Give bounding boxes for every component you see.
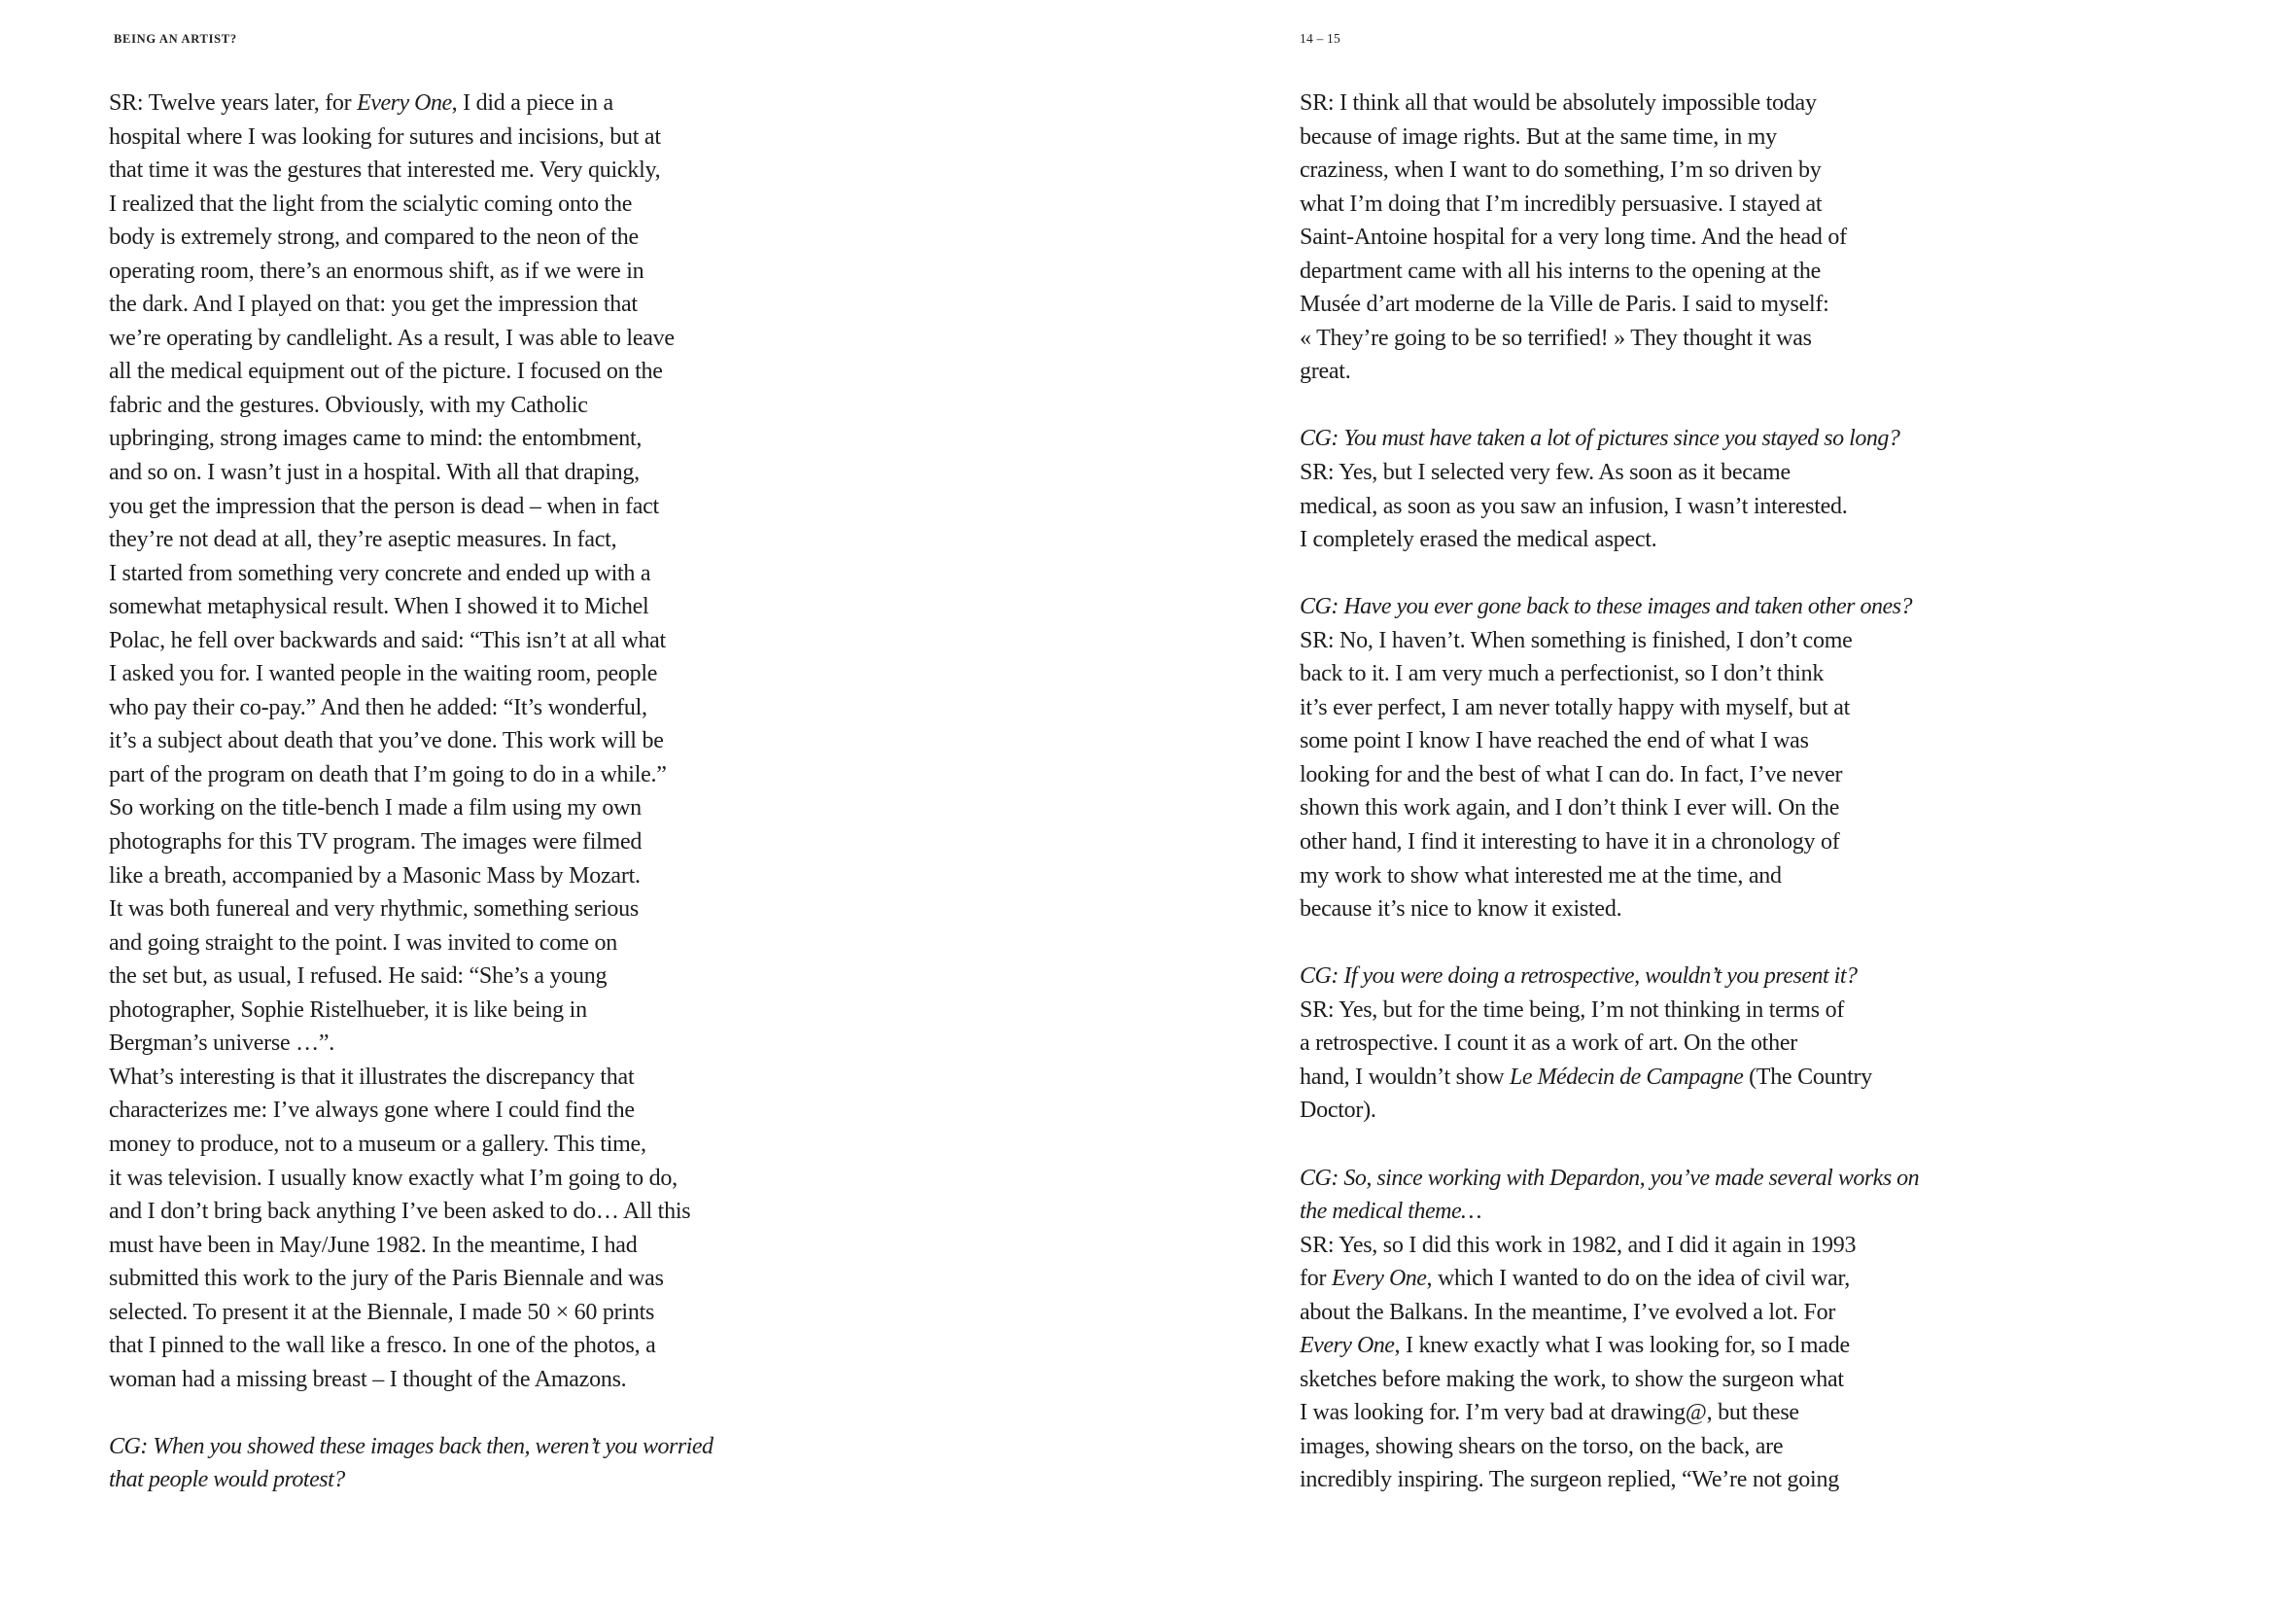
text-line: back to it. I am very much a perfectionist, so I don’t think	[1300, 661, 1825, 687]
text-line: CG: You must have taken a lot of pictures since you stayed so long?	[1300, 426, 1900, 452]
text-line: CG: If you were doing a retrospective, wouldn’t you present it?	[1300, 963, 1858, 990]
left-text-column	[109, 87, 877, 1497]
text-line: What’s interesting is that it illustrates the discrepancy that	[109, 1064, 635, 1090]
text-line: woman had a missing breast – I thought of the Amazons.	[109, 1366, 627, 1392]
text-line: shown this work again, and I don’t think I ever will. On the	[1300, 795, 1840, 821]
text-line: money to produce, not to a museum or a gallery. This time,	[109, 1131, 646, 1157]
text-line: and so on. I wasn’t just in a hospital. With all that draping,	[109, 460, 640, 486]
text-line: who pay their co-pay.” And then he added: “It’s wonderful,	[109, 694, 647, 720]
text-line: you get the impression that the person is dead – when in fact	[109, 493, 659, 519]
text-line: body is extremely strong, and compared to the neon of the	[109, 225, 639, 251]
text-line: the set but, as usual, I refused. He said: “She’s a young	[109, 963, 608, 990]
text-line: that people would protest?	[109, 1467, 345, 1493]
text-line: SR: Twelve years later, for Every One, I did a piece in a	[109, 90, 613, 116]
text-line: because of image rights. But at the same time, in my	[1300, 123, 1777, 150]
text-line: selected. To present it at the Biennale, I made 50 × 60 prints	[109, 1299, 655, 1325]
text-line: what I’m doing that I’m incredibly persuasive. I stayed at	[1300, 191, 1823, 217]
text-line: Saint-Antoine hospital for a very long time. And the head of	[1300, 225, 1847, 251]
text-line: SR: Yes, but for the time being, I’m not thinking in terms of	[1300, 996, 1845, 1023]
text-line: SR: I think all that would be absolutely impossible today	[1300, 90, 1817, 116]
text-line: SR: No, I haven’t. When something is finished, I don’t come	[1300, 627, 1853, 653]
text-line: it’s a subject about death that you’ve done. This work will be	[109, 728, 664, 754]
text-line: So working on the title-bench I made a film using my own	[109, 795, 642, 821]
text-line: Musée d’art moderne de la Ville de Paris. I said to myself:	[1300, 292, 1829, 318]
text-line: I completely erased the medical aspect.	[1300, 527, 1657, 553]
text-line: submitted this work to the jury of the Paris Biennale and was	[109, 1266, 664, 1292]
text-line: other hand, I find it interesting to have it in a chronology of	[1300, 829, 1840, 856]
text-line: all the medical equipment out of the picture. I focused on the	[109, 359, 663, 385]
text-line: for Every One, which I wanted to do on the idea of civil war,	[1300, 1266, 1851, 1292]
text-line: that I pinned to the wall like a fresco. In one of the photos, a	[109, 1333, 656, 1359]
text-line: somewhat metaphysical result. When I showed it to Michel	[109, 594, 649, 620]
text-line: fabric and the gestures. Obviously, with my Catholic	[109, 392, 588, 418]
text-line: we’re operating by candlelight. As a result, I was able to leave	[109, 325, 675, 351]
text-line: craziness, when I want to do something, I’m so driven by	[1300, 157, 1822, 184]
text-line: because it’s nice to know it existed.	[1300, 896, 1622, 923]
text-line: « They’re going to be so terrified! » They thought it was	[1300, 325, 1812, 351]
text-line: images, showing shears on the torso, on the back, are	[1300, 1433, 1784, 1459]
text-line: Bergman’s universe …”.	[109, 1031, 335, 1057]
text-line: it was television. I usually know exactly what I’m going to do,	[109, 1165, 678, 1191]
text-line: CG: So, since working with Depardon, you’ve made several works on	[1300, 1165, 1920, 1191]
text-line: some point I know I have reached the end of what I was	[1300, 728, 1809, 754]
text-line: I was looking for. I’m very bad at drawing@, but these	[1300, 1400, 1799, 1426]
text-line: and I don’t bring back anything I’ve been asked to do… All this	[109, 1199, 691, 1225]
right-text-column	[1300, 87, 2068, 1497]
text-line: I asked you for. I wanted people in the waiting room, people	[109, 661, 658, 687]
text-line: SR: Yes, but I selected very few. As soon as it became	[1300, 460, 1791, 486]
text-line: Polac, he fell over backwards and said: “This isn’t at all what	[109, 627, 666, 653]
text-line: photographs for this TV program. The images were filmed	[109, 829, 643, 856]
text-line: and going straight to the point. I was invited to come on	[109, 929, 617, 956]
text-line: I realized that the light from the scialytic coming onto the	[109, 191, 633, 217]
text-line: the medical theme…	[1300, 1199, 1481, 1225]
text-line: Every One, I knew exactly what I was looking for, so I made	[1300, 1333, 1850, 1359]
text-line: department came with all his interns to the opening at the	[1300, 258, 1822, 284]
text-line: looking for and the best of what I can do. In fact, I’ve never	[1300, 761, 1843, 787]
text-line: like a breath, accompanied by a Masonic Mass by Mozart.	[109, 862, 641, 889]
text-line: medical, as soon as you saw an infusion, I wasn’t interested.	[1300, 493, 1848, 519]
text-line: I started from something very concrete and ended up with a	[109, 560, 651, 586]
text-line	[1300, 1128, 2068, 1162]
text-line: a retrospective. I count it as a work of art. On the other	[1300, 1031, 1797, 1057]
text-line: It was both funereal and very rhythmic, something serious	[109, 896, 639, 923]
text-line: upbringing, strong images came to mind: the entombment,	[109, 426, 643, 452]
text-line: characterizes me: I’ve always gone where I could find the	[109, 1098, 635, 1124]
text-line	[1300, 557, 2068, 591]
text-line: about the Balkans. In the meantime, I’ve evolved a lot. For	[1300, 1299, 1836, 1325]
text-line: part of the program on death that I’m going to do in a while.”	[109, 761, 667, 787]
text-line	[1300, 389, 2068, 423]
text-line: that time it was the gestures that interested me. Very quickly,	[109, 157, 661, 184]
page-number: 14 – 15	[1300, 31, 1340, 46]
text-line	[109, 1396, 877, 1430]
text-line: hospital where I was looking for sutures and incisions, but at	[109, 123, 661, 150]
text-line: CG: When you showed these images back then, weren’t you worried	[109, 1433, 713, 1459]
text-line: SR: Yes, so I did this work in 1982, and I did it again in 1993	[1300, 1232, 1857, 1258]
text-line: operating room, there’s an enormous shift, as if we were in	[109, 258, 644, 284]
text-line	[1300, 926, 2068, 961]
text-line: the dark. And I played on that: you get the impression that	[109, 292, 638, 318]
text-line: great.	[1300, 359, 1351, 385]
text-line: sketches before making the work, to show the surgeon what	[1300, 1366, 1844, 1392]
text-line: my work to show what interested me at the time, and	[1300, 862, 1782, 889]
text-line: incredibly inspiring. The surgeon replied, “We’re not going	[1300, 1467, 1839, 1493]
text-line: it’s ever perfect, I am never totally happy with myself, but at	[1300, 694, 1851, 720]
text-line: hand, I wouldn’t show Le Médecin de Campagne (The Country	[1300, 1064, 1873, 1090]
text-line: CG: Have you ever gone back to these images and taken other ones?	[1300, 594, 1912, 620]
text-line: must have been in May/June 1982. In the meantime, I had	[109, 1232, 638, 1258]
text-line: they’re not dead at all, they’re aseptic measures. In fact,	[109, 527, 617, 553]
text-line: Doctor).	[1300, 1098, 1376, 1124]
running-header-left: BEING AN ARTIST?	[114, 32, 237, 46]
text-line: photographer, Sophie Ristelhueber, it is like being in	[109, 996, 587, 1023]
